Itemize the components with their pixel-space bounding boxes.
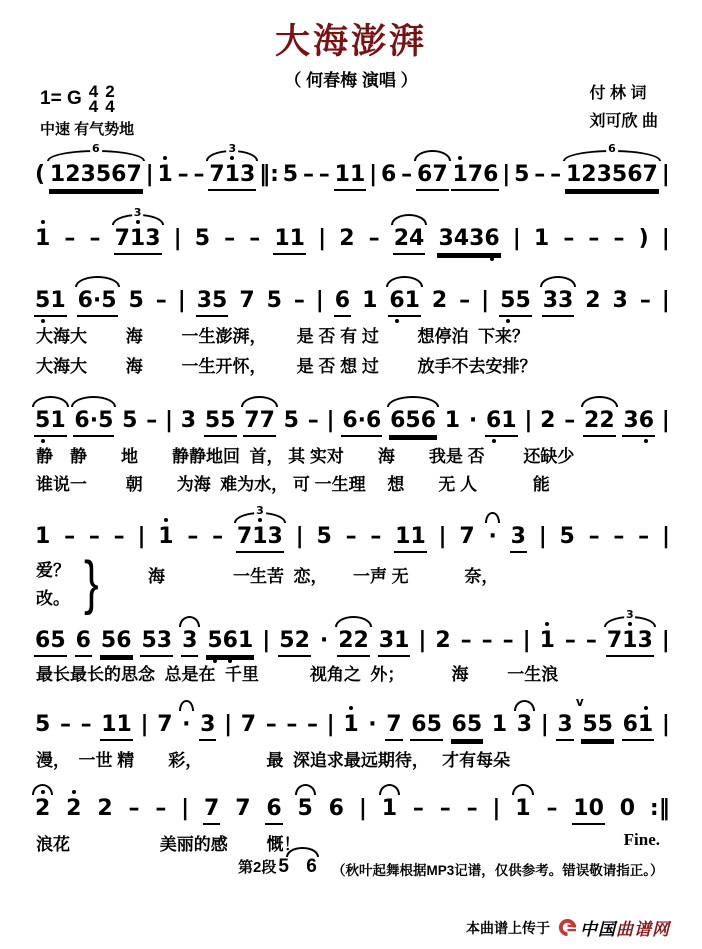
barline: |: [177, 288, 186, 313]
note-token: ): [638, 226, 649, 251]
notation-line-5: [34, 504, 670, 553]
note-token: –: [613, 524, 625, 549]
barline: |: [540, 712, 549, 737]
barline: |: [522, 628, 531, 653]
note-token: –: [128, 796, 140, 821]
note-token: 5: [128, 288, 144, 313]
tuplet-number: 6: [608, 142, 616, 155]
note-token: –: [80, 712, 92, 737]
barline: |: [140, 712, 149, 737]
barline: |: [524, 408, 533, 433]
note-token: 6: [75, 628, 92, 657]
note-token: 5: [35, 712, 51, 737]
note-token: 5: [122, 408, 138, 433]
note-token: –: [639, 288, 651, 313]
note-token: –: [146, 408, 158, 433]
slur-arc: [295, 784, 316, 795]
note-token: 2: [431, 288, 448, 313]
barline: |: [145, 162, 154, 187]
author-credits: [590, 80, 658, 136]
slur-arc: [241, 396, 278, 407]
note-token: –: [302, 162, 314, 187]
note-token: ·: [181, 712, 191, 739]
note-token: 65: [410, 712, 443, 741]
notation-line-7: [34, 695, 670, 741]
second-verse-note: [238, 856, 323, 878]
note-token: 53: [140, 628, 173, 657]
note-token: –: [368, 226, 380, 251]
barline: |: [538, 524, 547, 549]
slur-arc: [485, 512, 499, 523]
fine-marking: Fine.: [623, 830, 660, 849]
note-token: 1: [157, 162, 173, 187]
slur-arc: [32, 784, 53, 795]
note-token: 77: [243, 408, 276, 437]
note-token: –: [550, 162, 562, 187]
barline: |: [481, 288, 490, 313]
note-token: 2: [97, 796, 113, 821]
lyric-line-2-verse2: 谁说一 朝 为海 难为水， 可 一生理 想 无 人 能: [36, 475, 550, 494]
barline: |: [164, 408, 174, 433]
note-token: 61: [388, 288, 421, 317]
note-token: 6: [334, 288, 351, 317]
tuplet-number: 6: [92, 142, 100, 155]
slur-arc: [512, 784, 533, 795]
note-token: 1: [158, 524, 174, 549]
barline: |: [512, 226, 521, 251]
note-token: –: [564, 408, 576, 433]
note-token: 6·5: [77, 288, 118, 317]
note-token: –: [466, 796, 478, 821]
lyric-verse2-end: 改。: [36, 589, 70, 608]
note-token: 11: [100, 712, 133, 741]
note-token: –: [481, 628, 493, 653]
note-token: 176: [451, 162, 499, 191]
barline: |: [181, 796, 190, 821]
note-token: 5: [266, 288, 282, 313]
note-token: –: [613, 226, 625, 251]
note-token: 7: [157, 712, 173, 737]
note-token: –: [64, 524, 76, 549]
note-token: 1: [35, 524, 51, 549]
note-token: –: [212, 524, 224, 549]
note-token: –: [318, 162, 330, 187]
note-token: –: [307, 408, 319, 433]
barline: |: [492, 796, 501, 821]
upload-credit-text: 本曲谱上传于: [466, 919, 550, 936]
note-token: 61: [485, 408, 518, 437]
note-token: 2: [585, 288, 601, 313]
note-token: 5: [559, 524, 575, 549]
note-token: 2: [435, 628, 451, 653]
note-token: –: [638, 524, 650, 549]
note-token: 3436: [437, 226, 500, 255]
note-token: 22: [583, 408, 616, 437]
time-signature-1-top: 4: [88, 82, 99, 101]
note-token: 1: [35, 226, 51, 251]
note-token: –: [177, 162, 189, 187]
tuplet-number: 3: [256, 504, 264, 517]
note-token: 55: [204, 408, 237, 437]
slur-arc: [391, 214, 428, 225]
note-token: 52: [278, 628, 311, 657]
note-token: 3: [199, 712, 216, 741]
note-token: –: [588, 524, 600, 549]
site-logo-icon: [558, 918, 577, 937]
note-token: 7: [235, 796, 251, 821]
note-token: –: [293, 288, 305, 313]
note-token: 10: [572, 796, 605, 825]
note-token: 2: [66, 796, 82, 821]
note-token: 5: [282, 162, 299, 187]
barline: |: [173, 226, 182, 251]
note-token: 22: [337, 628, 370, 657]
note-token: –: [439, 796, 451, 821]
barline: ‖:: [259, 162, 279, 187]
lyric-verse1-end: 爱？: [36, 561, 70, 580]
barline: |: [661, 162, 670, 187]
note-token: 123567 6: [49, 162, 143, 191]
note-token: 7: [459, 524, 475, 549]
note-token: –: [286, 712, 298, 737]
notation-line-1: [34, 142, 670, 191]
note-token: 3: [181, 628, 198, 657]
slur-arc: [387, 396, 439, 407]
note-token: –: [224, 226, 236, 251]
slur-arc: [514, 700, 535, 711]
note-token: 713 3: [606, 628, 654, 657]
lyricist-credit: 付 林 词: [589, 85, 647, 102]
note-token: 1: [381, 796, 398, 823]
note-token: 3 v: [556, 712, 573, 741]
note-token: 55: [581, 712, 614, 741]
tuplet-number: 3: [228, 142, 237, 155]
barline: |: [137, 524, 146, 549]
note-token: 1: [533, 226, 550, 251]
lyric-line-5: 漫， 一世 精 彩， 最 深追求最远期待， 才有每朵: [36, 751, 511, 770]
barline: |: [326, 712, 335, 737]
note-token: 56: [100, 628, 133, 657]
slur-arc: [75, 276, 120, 287]
lyric-line-2-verse1: 静 静 地 静静地回 首， 其 实对 海 我是 否 还缺少: [36, 447, 575, 466]
tempo-marking: 中速 有气势地: [40, 121, 135, 138]
barline: |: [502, 162, 511, 187]
note-token: –: [502, 628, 514, 653]
lyric-line-1-verse1: 大海大 海 一生澎湃， 是 否 有 过 想停泊 下来？: [36, 327, 530, 346]
barline: |: [318, 226, 327, 251]
note-token: –: [64, 226, 76, 251]
note-token: 11: [394, 524, 427, 553]
slur-arc: [179, 616, 200, 627]
note-token: 3: [516, 712, 533, 739]
lyric-line-1-verse2: 大海大 海 一生开怀， 是 否 想 过 放手不去安排？: [36, 357, 537, 376]
barline: |: [315, 288, 324, 313]
note-token: 24: [393, 226, 426, 255]
note-token: –: [401, 162, 413, 187]
note-token: 1: [491, 712, 508, 737]
note-token: –: [459, 288, 471, 313]
slur-arc: [71, 396, 116, 407]
note-token: 3: [510, 524, 527, 553]
note-token: 5: [283, 408, 299, 433]
note-token: 33: [542, 288, 575, 317]
note-token: 2: [540, 408, 556, 433]
note-token: 3: [612, 288, 628, 313]
slur-arc: [414, 150, 451, 161]
barline: |: [438, 524, 447, 549]
barline: |: [369, 162, 378, 187]
note-token: –: [307, 712, 319, 737]
slur-arc: [32, 396, 69, 407]
barline: |: [358, 796, 367, 821]
note-token: –: [89, 226, 101, 251]
note-token: 2: [339, 226, 355, 251]
barline: |: [661, 226, 670, 251]
note-token: –: [113, 524, 125, 549]
note-token: 7: [239, 288, 255, 313]
note-token: –: [187, 524, 199, 549]
note-token: 11: [273, 226, 306, 255]
note-token: 7: [240, 712, 257, 737]
note-token: 0: [619, 796, 636, 821]
notation-line-6: [34, 608, 670, 657]
note-token: 656: [389, 408, 437, 437]
note-token: 6: [381, 162, 397, 187]
note-token: ·: [487, 524, 497, 551]
note-token: –: [249, 226, 261, 251]
note-token: 3: [180, 408, 197, 433]
note-token: 35: [196, 288, 229, 317]
note-token: 7: [385, 712, 402, 741]
tuplet-number: 3: [133, 206, 142, 219]
slur-arc: [386, 276, 423, 287]
barline: :‖: [649, 796, 670, 821]
note-token: 1: [343, 712, 359, 737]
note-token: –: [88, 524, 100, 549]
note-token: 67: [416, 162, 449, 191]
barline: |: [295, 524, 304, 549]
verse-end-brace: }: [84, 550, 99, 617]
key-signature: [40, 84, 115, 115]
key-prefix: 1= G: [40, 88, 82, 110]
note-token: 5: [297, 796, 314, 823]
site-name-black: 中国: [580, 920, 616, 939]
notation-line-4: [34, 408, 670, 437]
transcription-note: （秋叶起舞根据MP3记谱，仅供参考。错误敬请指正。）: [332, 863, 664, 878]
notation-line-2: [34, 206, 670, 255]
note-token: –: [412, 796, 424, 821]
note-token: 6·5: [73, 408, 114, 437]
note-token: –: [265, 712, 277, 737]
note-token: 1: [362, 288, 378, 313]
lyric-line-6: 浪花 美丽的感 慨！: [36, 835, 301, 854]
note-token: 5: [194, 226, 211, 251]
time-signature-1-bottom: 4: [88, 97, 99, 117]
note-token: 1: [444, 408, 461, 433]
slur-arc: [581, 396, 618, 407]
note-token: –: [345, 524, 357, 549]
note-token: 51: [34, 408, 67, 437]
note-token: 5: [514, 162, 530, 187]
breath-mark: v: [575, 695, 584, 709]
note-token: –: [59, 712, 71, 737]
note-token: 1: [539, 628, 555, 653]
note-token: –: [155, 288, 167, 313]
note-token: 61: [622, 712, 655, 741]
page-title: 大海澎湃: [274, 22, 427, 61]
barline: |: [661, 408, 670, 433]
lyric-line-4: 最长最长的思念 总是在 千里 视角之 外； 海 一生浪: [36, 665, 559, 684]
note-token: –: [564, 628, 576, 653]
note-token: –: [585, 628, 597, 653]
barline: |: [661, 524, 670, 549]
note-token: –: [546, 796, 558, 821]
barline: |: [224, 712, 233, 737]
note-token: 51: [34, 288, 67, 317]
slur-arc: [179, 700, 193, 711]
note-token: 1: [514, 796, 531, 823]
note-token: –: [460, 628, 472, 653]
barline: |: [262, 628, 271, 653]
second-verse-prefix: 第2段: [238, 859, 277, 876]
note-token: –: [370, 524, 382, 549]
site-name-red: 曲谱网: [616, 920, 670, 939]
note-token: 31: [378, 628, 411, 657]
time-signature-1: [89, 84, 98, 115]
note-token: –: [155, 796, 167, 821]
lyric-line-3: 海 一生苦 恋， 一声 无 奈，: [148, 567, 499, 586]
note-token: ·: [319, 628, 329, 653]
note-token: 6: [328, 796, 344, 821]
composer-credit: 刘可欣 曲: [589, 113, 658, 130]
barline: |: [418, 628, 427, 653]
note-token: –: [534, 162, 546, 187]
note-token: (: [35, 162, 46, 187]
note-token: 561: [206, 628, 254, 657]
slur-arc: [540, 276, 577, 287]
note-token: 55: [499, 288, 532, 317]
notation-line-3: [34, 288, 670, 317]
second-verse-notes: 5 6: [278, 856, 323, 877]
time-signature-2-bottom: 4: [105, 97, 115, 117]
tuplet-number: 3: [625, 608, 634, 621]
note-token: 713 3: [236, 524, 284, 553]
note-token: 123567 6: [565, 162, 659, 191]
note-token: ·: [368, 712, 377, 737]
note-token: 11: [334, 162, 367, 191]
note-token: –: [193, 162, 205, 187]
note-token: 65: [34, 628, 67, 657]
barline: |: [326, 408, 335, 433]
site-credit: [466, 915, 670, 940]
time-signature-2-top: 2: [105, 82, 115, 101]
time-signature-2: [105, 84, 114, 115]
note-token: 2: [34, 796, 51, 823]
notation-line-8: [34, 796, 670, 825]
barline: |: [661, 712, 670, 737]
note-token: 6: [265, 796, 282, 825]
note-token: –: [588, 226, 600, 251]
note-token: 713 3: [208, 162, 256, 191]
slur-arc: [379, 784, 400, 795]
note-token: 36: [622, 408, 655, 437]
note-token: 65: [451, 712, 484, 741]
note-token: ·: [468, 408, 478, 433]
note-token: 6·6: [341, 408, 382, 437]
note-token: –: [563, 226, 575, 251]
barline: |: [661, 288, 670, 313]
slur-arc: [335, 616, 372, 627]
note-token: 713 3: [114, 226, 162, 255]
note-token: 7: [203, 796, 220, 825]
performer-subtitle: （ 何春梅 演唱 ）: [284, 71, 418, 90]
barline: |: [661, 628, 670, 653]
note-token: 5: [316, 524, 332, 549]
